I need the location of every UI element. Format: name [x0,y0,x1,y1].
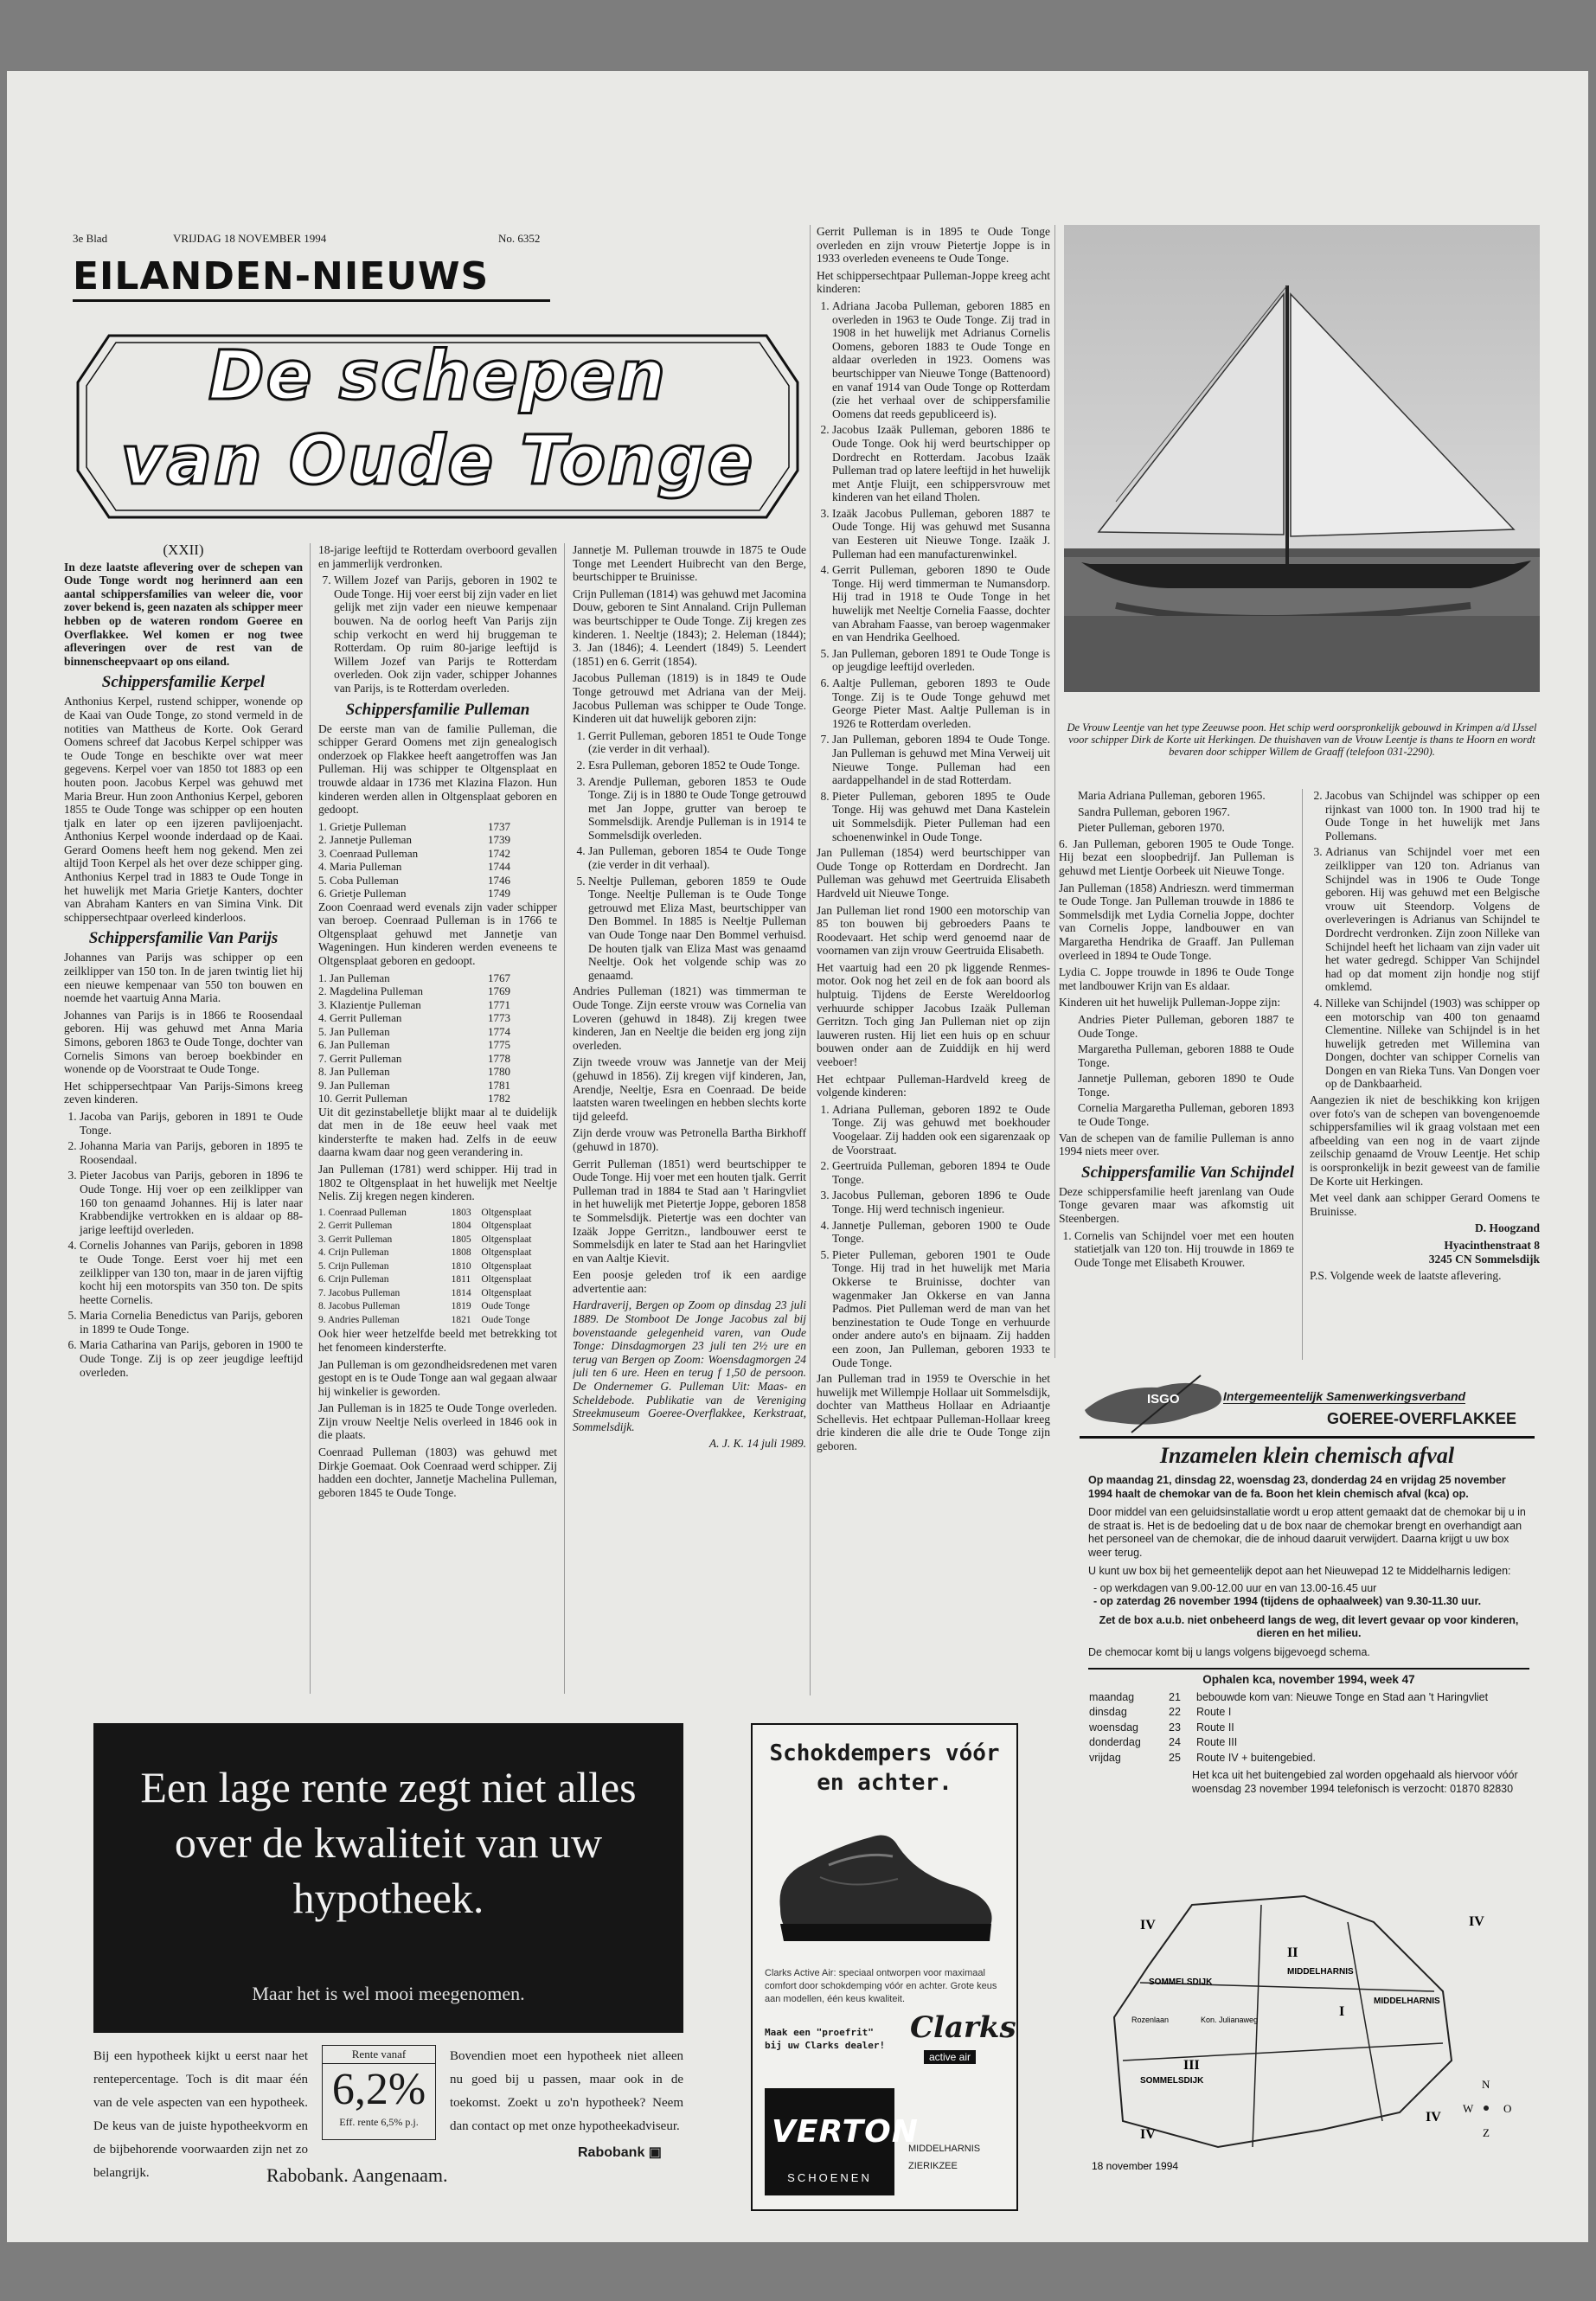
table-row [318,984,557,998]
cell-place: Oude Tonge [481,1314,530,1325]
paragraph: 6. Jan Pulleman, geboren 1905 te Oude Tonge. Hij bezat een sloopbedrijf. Jan Pulleman is gehuwd met Lientje Oorbeek uit Nieuwe Tonge. [1059,836,1294,877]
route-map [1088,1888,1529,2173]
compass-w: W [1463,2102,1474,2115]
schedule-table [1088,1690,1529,1766]
table-row [318,1314,557,1328]
cell-year: 1773 [488,1011,510,1025]
table-row [1088,1705,1529,1721]
paragraph: Uit dit gezinstabelletje blijkt maar al te duidelijk dat men in de 18e eeuw heel vaak met kindersterfte te maken had. Zelfs in de eeuw daarna kwam daar nog geen verandering in. [318,1105,557,1159]
compass-n: N [1482,2078,1490,2091]
rabobank-logo [578,2144,662,2161]
paragraph: Een poosje geleden trof ik een aardige advertentie aan: [573,1268,806,1295]
cell-place: Oltgensplaat [481,1234,532,1245]
table-row [318,1011,557,1025]
list-item: 5. Neeltje Pulleman, geboren 1859 te Oude Tonge. Neeltje Pulleman is te Oude Tonge getrouwd met Eliza Mast, beurtschipper van Den Bommel. In 1885 is Neeltje Pulleman van Oude Tonge naar Den Bommel verhuisd. De houten tjalk van Eliza Mast was genaamd Neeltje. Ook het volgende schip was zo genaamd. [588,875,806,983]
table-row [318,847,557,861]
author-address-2: 3245 CN Sommelsdijk [1428,1252,1540,1266]
table-row [318,887,557,901]
column-5 [1059,789,1294,1360]
cell-name: 1. Jan Pulleman [318,971,390,984]
children-table-1 [318,820,557,901]
cell-name: 5. Coba Pulleman [318,873,399,887]
children-table-3 [318,1207,557,1328]
cell-route: Route IV + buitengebied. [1196,1751,1316,1764]
cell-name: 4. Crijn Pulleman [318,1247,389,1259]
cell-year: 1803 [451,1207,471,1218]
dealer-name: VERTON [772,2114,919,2150]
cell-year: 1780 [488,1065,510,1079]
region-name: GOEREE-OVERFLAKKEE [1327,1410,1517,1427]
table-row [318,1247,557,1260]
route-label: II [1287,1945,1298,1960]
table-row [318,1273,557,1287]
table-row [318,820,557,834]
cell-year: 1819 [451,1301,471,1312]
list-item: 2. Johanna Maria van Parijs, geboren in 1895 te Roosendaal. [80,1139,303,1166]
cell-year: 1767 [488,971,510,984]
table-row [318,1234,557,1247]
column-rule [564,543,565,1694]
ad-description: Clarks Active Air: speciaal ontworpen voor maximaal comfort door schokdemping vóór en achter. Grote keus aan modellen, één keus kwaliteit. [765,1968,997,2004]
table-row [318,1287,557,1301]
list-item: 7. Willem Jozef van Parijs, geboren in 1902 te Oude Tonge. Hij voer eerst bij zijn vader en liet gelijk met zijn vader een nieuwe kempenaar bouwen. Na de oorlog heeft Van Parijs zijn schip verkocht en werd hij bruggeman te Rotterdam. Op ruim 80-jarige leeftijd is Willem Jozef van Parijs te Rotterdam overleden. Ook zijn vader, schipper Johannes van Parijs, is te Rotterdam overleden. [334,574,557,695]
cell-name: 9. Jan Pulleman [318,1078,390,1092]
children-table-2 [318,971,557,1106]
paragraph: Lydia C. Joppe trouwde in 1896 te Oude Tonge met landbouwer Krijn van Es aldaar. [1059,965,1294,992]
route-label: IV [1140,2127,1156,2142]
list-item: 1. Cornelis van Schijndel voer met een houten statietjalk van 120 ton. Hij trouwde in 1869 te Oude Tonge met Elisabeth Krouwer. [1074,1229,1294,1270]
sailing-ship-photo [1064,225,1540,692]
column-4 [817,225,1050,1695]
subheading-schijndel: Schippersfamilie Van Schijndel [1081,1163,1294,1182]
clarks-logo: Clarks [910,2010,1016,2045]
cell-day: dinsdag [1089,1706,1127,1718]
notice-warning: Zet de box a.u.b. niet onbeheerd langs de weg, dit levert gevaar op voor kinderen, dieren en het milieu. [1099,1613,1519,1639]
cell-year: 1814 [451,1287,471,1298]
list-item: 6. Aaltje Pulleman, geboren 1893 te Oude Tonge. Zij is te Oude Tonge gehuwd met George Pieter Mast. Aaltje Pulleman is in 1926 te Rotterdam overleden. [832,676,1050,730]
list-item: 5. Maria Cornelia Benedictus van Parijs, geboren in 1899 te Oude Tonge. [80,1309,303,1336]
title-line-1: De schepen [208,337,668,415]
column-rule [810,225,811,1695]
route-label: IV [1469,1914,1484,1929]
map-street: Kon. Julianaweg [1201,2016,1259,2024]
notice-paragraph: Door middel van een geluidsinstallatie wordt u erop attent gemaakt dat de chemokar bij u in de straat is. Het is de bedoeling dat u de box naar de chemokar brengt en overhandigt aan het personeel van de chemokar, die de inhoud daaruit verwijdert. Daarna krijgt u uw box weer terug. [1088,1506,1526,1559]
cell-year: 1742 [488,846,510,860]
compass-s: Z [1483,2126,1490,2139]
parijs-children-list [64,1110,303,1379]
ad-text: Bij een hypotheek kijkt u eerst naar het rentepercentage. Toch is dit maar één van de vele aspecten van een hypotheek. [93,2049,308,2110]
cell-date: 24 [1169,1736,1181,1748]
cell-name: 6. Crijn Pulleman [318,1274,389,1285]
cell-name: 3. Gerrit Pulleman [318,1234,393,1245]
list-item: 6. Maria Catharina van Parijs, geboren in 1900 te Oude Tonge. Zij is op zeer jeugdige leeftijd overleden. [80,1338,303,1379]
cell-name: 3. Coenraad Pulleman [318,846,419,860]
rate-value: 6,2% [331,2065,426,2114]
table-row [1088,1721,1529,1736]
parijs-children-list-cont [318,574,557,695]
rate-effective: Eff. rente 6,5% p.j. [339,2116,419,2128]
subheading-parijs: Schippersfamilie Van Parijs [88,929,279,948]
cell-day: vrijdag [1089,1751,1121,1764]
cell-name: 5. Jan Pulleman [318,1024,390,1038]
list-item: 4. Jannetje Pulleman, geboren 1900 te Oude Tonge. [832,1219,1050,1246]
cell-day: woensdag [1089,1721,1138,1734]
paragraph: Van de schepen van de familie Pulleman is anno 1994 niets meer over. [1059,1131,1294,1158]
list-item: 1. Jacoba van Parijs, geboren in 1891 te Oude Tonge. [80,1110,303,1137]
newspaper-page [7,71,1588,2242]
cell-name: 8. Jacobus Pulleman [318,1301,401,1312]
dealer-places [908,2140,980,2175]
cell-place: Oltgensplaat [481,1247,532,1259]
list-item: 2. Jacobus van Schijndel was schipper op een rijnkast van 1000 ton. In 1900 trad hij te Oude Tonge in het huwelijk met Jans Pollemans. [1325,789,1540,843]
list-item: Jannetje Pulleman, geboren 1890 te Oude Tonge. [1078,1072,1294,1099]
cell-year: 1771 [488,997,510,1011]
column-rule [1054,225,1055,1358]
cell-year: 1739 [488,833,510,847]
notice-intro: Op maandag 21, dinsdag 22, woensdag 23, donderdag 24 en vrijdag 25 november 1994 haalt de chemokar van de fa. Boon het klein chemisch afval (kca) op. [1088,1474,1506,1500]
paragraph: Andries Pulleman (1821) was timmerman te Oude Tonge. Zijn eerste vrouw was Cornelia van Loveren (gehuwd in 1848). Zij kregen twee kinderen, Jan en Neeltje die beiden erg jong zijn overleden. [573,984,806,1052]
table-row [1088,1735,1529,1751]
dealer-place: ZIERIKZEE [908,2161,958,2171]
map-date: 18 november 1994 [1092,2160,1179,2172]
rate-box [322,2045,436,2140]
cell-date: 25 [1169,1751,1181,1764]
paragraph: Zijn derde vrouw was Petronella Bartha Birkhoff (gehuwd in 1870). [573,1126,806,1153]
rabobank-icon: ▣ [648,2145,662,2160]
clarks-shoe-ad [751,1723,1018,2211]
shoe-image [768,1811,1002,1950]
quoted-advertisement: Hardraverij, Bergen op Zoom op dinsdag 23 juli 1889. De Stomboot De Jonge Jacobus zal bij bovenstaande gelegenheid varen, van Oude Tonge: Dinsdagmorgen 23 juli ten 2½ ure en terug van Bergen op Zoom: Woensdagmorgen 24 juli ten 6 ure. Heen en terug f 1,50 de persoon. De Ondernemer G. Pulleman Uit: Maas- en Scheldebode. Publikatie van de Vereniging Streekmuseum Goeree-Overflakkee, Kerkstraat, Sommelsdijk. [573,1298,806,1433]
cell-year: 1811 [451,1274,471,1285]
paragraph: Jan Pulleman (1858) Andrieszn. werd timmerman te Oude Tonge. Jan Pulleman trouwde in 1886 te Sommelsdijk met Lydia Cornelia Joppe, dochter van Cornelis Joppe, landbouwer en van Margaretha Hendrika de Graaff. Jan Pulleman overleed in 1894 te Oude Tonge. [1059,881,1294,962]
list-item: Cornelia Margaretha Pulleman, geboren 1893 te Oude Tonge. [1078,1101,1294,1129]
list-item: Maria Adriana Pulleman, geboren 1965. [1078,789,1266,802]
paragraph: Gerrit Pulleman is in 1895 te Oude Tonge overleden en zijn vrouw Pietertje Joppe is in 1933 overleden eveneens te Oude Tonge. [817,225,1050,266]
ad-tagline: Maar het is wel mooi meegenomen. [252,1983,525,2004]
paragraph: Anthonius Kerpel, rustend schipper, wonende op de Kaai van Oude Tonge, zo stond vermeld in de notities van Mattheus de Korte. Ook Gerard Oomens schreef dat Jacobus Kerpel schipper was te Oude Tonge en beschikte over wat meer gegevens. Kerpel voer van 1850 tot 1883 op een houten poon. Jacobus Kerpel was gehuwd met Maria Breur. Hun zoon Anthonius Kerpel, geboren 1855 te Oude Tonge was schipper op een houten tjalk en later op een ijzeren pavlijoenjacht. Anthonius Kerpel woonde inderdaad op de Kaai. Gerard Oomens heeft hem nog gekend. Men zei altijd Toon Kerpel als het over deze schipper ging. Anthonius Kerpel trad in 1883 te Oude Tonge in het huwelijk met Maria Grietje Kanters, dochter van Abraham Kanters en van Simina Vink. Dit schippersechtpaar overleed kinderloos. [64,695,303,924]
notice-title: Inzamelen klein chemisch afval [1159,1443,1455,1468]
cell-year: 1775 [488,1038,510,1052]
cell-name: 2. Magdelina Pulleman [318,984,423,998]
route-label: IV [1140,1918,1156,1932]
paragraph: Crijn Pulleman (1814) was gehuwd met Jacomina Douw, geboren te Sint Annaland. Crijn Pulleman was beurtschipper te Oude Tonge. Zij kregen zes kinderen. 1. Neeltje (1843); 2. Heleman (1844); 3. Jan (1846); 4. Leendert (1849) 5. Leendert (1851) en 6. Gerrit (1854). [573,586,806,668]
list-item: 4. Nilleke van Schijndel (1903) was schipper op een motorschip van 400 ton genaamd Clementine. Nilleke van Schijndel is in het huwelijk getreden met Willemina van Dongen, dochter van schipper Cornelis van Dongen en van Rieka Tuns. Van Dongen voer op de Dankbaarheid. [1325,997,1540,1091]
table-row [318,860,557,874]
cell-year: 1782 [488,1092,510,1106]
cell-year: 1821 [451,1314,471,1325]
paragraph: De eerste man van de familie Pulleman, die schipper Gerard Oomens met zijn genealogisch onderzoek op Flakkee heeft aangetroffen was Jan Pulleman. Hij was schipper te Oltgensplaat en trouwde aldaar in 1736 met Klazina Flazon. Hun kinderen werden allen in Oltgensplaat geboren en gedoopt. [318,721,557,817]
rabobank-ad-banner [93,1723,683,2033]
column-rule [1302,789,1303,1360]
map-place: MIDDELHARNIS [1374,1997,1440,2006]
author-address-1: Hyacinthenstraat 8 [1444,1239,1540,1252]
gerrit-children-list [817,299,1050,843]
cell-day: donderdag [1089,1736,1141,1748]
paragraph: Johannes van Parijs is in 1866 te Roosendaal geboren. Hij was gehuwd met Anna Maria Simons, geboren 1863 te Oude Tonge, dochter van Cornelis Simons van beroep boekbinder en wonende op de Voorstraat te Oude Tonge. [64,1008,303,1076]
rabobank-ad-body [93,2033,683,2206]
paragraph: Jan Pulleman (1781) werd schipper. Hij trad in 1802 te Oltgensplaat in het huwelijk met Neeltje Nelis. Zij kregen negen kinderen. [318,1163,557,1203]
cell-day: maandag [1089,1690,1135,1703]
paragraph: Jan Pulleman is in 1825 te Oude Tonge overleden. Zijn vrouw Neeltje Nelis overleed in 1846 ook in die plaats. [318,1401,557,1442]
paragraph: Jacobus Pulleman (1819) is in 1849 te Oude Tonge getrouwd met Adriana van der Meij. Jacobus Pulleman was schipper te Oude Tonge. Kinderen uit dat huwelijk geboren zijn: [573,671,806,726]
chemical-waste-notice [1080,1368,1535,2190]
list-item: 8. Pieter Pulleman, geboren 1895 te Oude Tonge. Hij was gehuwd met Dana Kastelein uit Sommelsdijk. Pieter Pulleman had een schoenenwinkel in Oude Tonge. [832,790,1050,843]
route-label: III [1183,2058,1200,2073]
map-street: Rozenlaan [1131,2016,1170,2024]
cell-year: 1746 [488,873,510,887]
paragraph: Het schippersechtpaar Pulleman-Joppe kreeg acht kinderen: [817,268,1050,296]
cell-name: 8. Jan Pulleman [318,1065,390,1079]
list-item: 3. Adrianus van Schijndel voer met een zeilklipper van 120 ton. Adrianus van Schijndel was in 1906 te Oude Tonge geboren. Hij was gehuwd met een Belgische vrouw uit Steendorp. Volgens de overleveringen is Adrianus van Schijndel te Dordrecht verdronken. Zijn zoon Nilleke van Schijndel heeft het lichaam van zijn vader uit het water gedregd. Schipper Van Schijndel had op dat moment zijn hondje nog stijf omklemd. [1325,845,1540,994]
paragraph: Kinderen uit het huwelijk Pulleman-Joppe zijn: [1059,996,1281,1009]
list-item: 1. Adriana Pulleman, geboren 1892 te Oude Tonge. Zij was gehuwd met boekhouder Voogelaar. Zij hadden ook een sigarenzaak op de Voorstraat. [832,1103,1050,1157]
paragraph: Het schippersechtpaar Van Parijs-Simons kreeg zeven kinderen. [64,1079,303,1106]
cell-year: 1778 [488,1051,510,1065]
paragraph: Jannetje M. Pulleman trouwde in 1875 te Oude Tonge met Leendert Huibrecht van den Berge, beurtschipper te Bruinisse. [573,543,806,584]
map-place: MIDDELHARNIS [1287,1967,1354,1977]
list-item: 5. Pieter Pulleman, geboren 1901 te Oude Tonge. Hij trad in het huwelijk met Maria Okkerse te Bruinisse, dochter van wagenmaker Jan Okkerse en van Janna Padmos. Piet Pulleman werd de man van het benzinestation te Oude Tonge en verhuurde onder andere auto's en bijnaam. Zij hadden een zoon, Jan Pulleman, geboren 1933 te Oude Tonge. [832,1248,1050,1369]
table-row [318,1052,557,1066]
cell-year: 1810 [451,1260,471,1272]
subheading-kerpel: Schippersfamilie Kerpel [101,673,266,692]
list-item: 1. Adriana Jacoba Pulleman, geboren 1885 en overleden in 1963 te Oude Tonge. Zij trad in 1908 in het huwelijk met Adrianus Cornelis Oomens, geboren 1883 te Oude Tonge en aldaar overleden in 1923. Oomens was beurtschipper van Nieuwe Tonge (Battenoord) en vanaf 1914 van Oude Tonge op Rotterdam (zie het verhaal over de schippersfamilie Oomens dat reeds gepubliceerd is). [832,299,1050,420]
article-title-box [74,330,801,522]
cell-place: Oltgensplaat [481,1287,532,1298]
paragraph: Jan Pulleman (1854) werd beurtschipper van Oude Tonge op Rotterdam en Dordrecht. Jan Pulleman was gehuwd met Geertruida Elisabeth Hardveld uit Nieuwe Tonge. [817,846,1050,900]
ad-headline: Schokdempers vóór en achter. [769,1740,1000,1796]
notice-note: De chemocar komt bij u langs volgens bijgevoegd schema. [1088,1645,1370,1658]
table-row [318,1300,557,1314]
cell-name: 6. Jan Pulleman [318,1038,390,1052]
title-line-2: van Oude Tonge [120,422,755,500]
table-row [1088,1690,1529,1706]
bullet-item: - op zaterdag 26 november 1994 (tijdens de ophaalweek) van 9.30-11.30 uur. [1093,1595,1482,1607]
cell-place: Oltgensplaat [481,1207,532,1218]
paragraph: Het echtpaar Pulleman-Hardveld kreeg de volgende kinderen: [817,1072,1050,1099]
list-item: 2. Esra Pulleman, geboren 1852 te Oude Tonge. [588,759,806,772]
list-item: 7. Jan Pulleman, geboren 1894 te Oude Tonge. Jan Pulleman is gehuwd met Mina Verweij uit Nieuwe Tonge. Pulleman had een aardappelhandel in de stad Rotterdam. [832,733,1050,786]
map-place: SOMMELSDIJK [1140,2076,1204,2086]
paragraph: 18-jarige leeftijd te Rotterdam overboord gevallen en jammerlijk verdronken. [318,543,557,570]
cell-year: 1769 [488,984,510,998]
masthead-rule [73,299,550,302]
logo-letters: ISGO [1147,1392,1180,1407]
cell-name: 6. Grietje Pulleman [318,887,407,901]
table-row [318,1038,557,1052]
ad-headline: Een lage rente zegt niet alles over de kwaliteit van uw hypotheek. [140,1763,637,1922]
cell-name: 5. Crijn Pulleman [318,1260,389,1272]
cell-name: 10. Gerrit Pulleman [318,1092,407,1106]
list-item: 5. Jan Pulleman, geboren 1891 te Oude Tonge is op jeugdige leeftijd overleden. [832,647,1050,674]
issue-date: VRIJDAG 18 NOVEMBER 1994 [173,232,327,245]
cell-name: 7. Gerrit Pulleman [318,1051,402,1065]
cell-name: 4. Maria Pulleman [318,860,402,874]
bullet-item: - op werkdagen van 9.00-12.00 uur en van 13.00-16.45 uur [1093,1581,1377,1594]
list-item: 3. Pieter Jacobus van Parijs, geboren in 1896 te Oude Tonge. Hij voer op een zeilklipper van 160 ton genaamd Johannes. Hij is later naar Krabbendijke vertrokken en is aldaar op 88-jarige leeftijd overleden. [80,1169,303,1236]
cell-year: 1737 [488,819,510,833]
paragraph: Jan Pulleman trad in 1959 te Overschie in het huwelijk met Willempje Hollaar uit Sommelsdijk, dochter van Mattheus Hollaar en Adriaantje Schellevis. Het echtpaar Pulleman-Hollaar kreeg drie kinderen die alle drie te Oude Tonge zijn geboren. [817,1372,1050,1453]
cell-name: 9. Andries Pulleman [318,1314,400,1325]
photo-caption: De Vrouw Leentje van het type Zeeuwse poon. Het schip werd oorspronkelijk gebouwd in Krimpen a/d IJssel voor schipper Dirk de Korte uit Herkingen. De thuishaven van de Vrouw Leentje is thans te Hoorn en wordt bevaren door schipper Willem de Graaff (telefoon 031-2290). [1067,721,1537,758]
paragraph: Zijn tweede vrouw was Jannetje van der Meij (gehuwd in 1856). Zij kregen vijf kinderen, Jan, Arendje, Neeltje, Esra en Coenraad. De beide laatsten waren tweelingen en hebben slechts korte tijd geleefd. [573,1055,806,1123]
cell-year: 1804 [451,1221,471,1232]
cell-date: 21 [1169,1690,1181,1703]
author-name: D. Hoogzand [1474,1221,1540,1235]
route-label: I [1339,2004,1345,2019]
bullet-text: op zaterdag 26 november 1994 (tijdens de ophaalweek) van 9.30-11.30 uur. [1099,1595,1482,1607]
list-item: 3. Arendje Pulleman, geboren 1853 te Oude Tonge. Zij is in 1880 te Oude Tonge getrouwd met Jan Joppe, grutter van beroep te Sommelsdijk. Arendje Pulleman is in 1914 te Sommelsdijk overleden. [588,775,806,843]
list-item: Pieter Pulleman, geboren 1970. [1078,821,1225,835]
paragraph: Ook hier weer hetzelfde beeld met betrekking tot het fenomeen kindersterfte. [318,1327,557,1354]
postscript: P.S. Volgende week de laatste aflevering. [1310,1269,1502,1283]
cell-route: bebouwde kom van: Nieuwe Tonge en Stad aan 't Haringvliet [1196,1690,1489,1703]
cell-place: Oltgensplaat [481,1260,532,1272]
table-row [318,1220,557,1234]
cell-year: 1774 [488,1024,510,1038]
list-item: 2. Geertruida Pulleman, geboren 1894 te Oude Tonge. [832,1159,1050,1186]
paragraph: Het vaartuig had een 20 pk liggende Renmes-motor. Ook nog het zeil en de fok aan boord als hulptuig. Tijdens de Eerste Wereldoorlog verhuurde schipper Jacobus Izaäk Pulleman Gerritzn. Toch ging Jan Pulleman niet op zijn lauweren rusten. Hij liet een huis op en schuur bouwen onder aan de Zuiddijk en hij werd veeboer! [817,960,1050,1069]
paragraph: Zoon Coenraad werd evenals zijn vader schipper van beroep. Coenraad Pulleman is in 1766 te Oltgensplaat gehuwd met Jannetje van Wageningen. Hun kinderen werden eveneens te Oltgensplaat geboren en gedoopt. [318,900,557,968]
bullet-text: op werkdagen van 9.00-12.00 uur en van 13.00-16.45 uur [1099,1581,1377,1594]
table-row [318,998,557,1012]
list-item: Sandra Pulleman, geboren 1967. [1078,804,1230,818]
table-row [318,971,557,985]
notice-paragraph: U kunt uw box bij het gemeentelijk depot aan het Nieuwepad 12 te Middelharnis ledigen: [1088,1565,1511,1577]
page-number: 3e Blad [73,232,108,245]
ad-cta: Maak een "proefrit" bij uw Clarks dealer! [765,2027,886,2051]
table-row [318,833,557,847]
dealer-sub: SCHOENEN [787,2171,872,2184]
column-rule [310,543,311,1694]
ad-slogan: Rabobank. Aangenaam. [266,2164,448,2186]
map-place: SOMMELSDIJK [1149,1977,1213,1987]
table-row [1088,1751,1529,1766]
divider [1080,1436,1535,1439]
table-row [318,1092,557,1106]
active-air-badge: active air [924,2050,976,2064]
paragraph: Aangezien ik niet de beschikking kon krijgen over foto's van de schepen van bovengenoemde schippersfamilies wil ik graag volstaan met een afbeelding van een nog in de vaart zijnde zeilschip genaamd de Vrouw Leentje. Het schip is oorspronkelijk in bezit geweest van de familie De Korte uit Herkingen. [1310,1093,1540,1188]
list-item: 1. Gerrit Pulleman, geboren 1851 te Oude Tonge (zie verder in dit verhaal). [588,729,806,756]
cell-name: 3. Klazientje Pulleman [318,997,421,1011]
cell-date: 22 [1169,1706,1181,1718]
column-3 [573,543,806,1694]
paragraph: Deze schippersfamilie heeft jarenlang van Oude Tonge gevaren maar was afkomstig uit Steenbergen. [1059,1184,1294,1226]
schedule-note: Het kca uit het buitengebied zal worden opgehaald als hiervoor vóór woensdag 23 november 1994 telefonisch is verzocht: 01870 82830 [1192,1769,1518,1795]
list-item: Margaretha Pulleman, geboren 1888 te Oude Tonge. [1078,1042,1294,1069]
cell-year: 1781 [488,1078,510,1092]
divider [1088,1668,1529,1670]
paragraph: Johannes van Parijs was schipper op een zeilklipper van 150 ton. In de jaren twintig liet hij een nieuwe kempenaar van 550 ton bouwen en noemde het vaartuig Anna Maria. [64,951,303,1005]
ad-text: De keus van de juiste hypotheekvorm en de bijbehorende voorwaarden zijn net zo belangrijk. [93,2119,308,2180]
grandchildren-list [1059,789,1294,835]
cell-place: Oltgensplaat [481,1274,532,1285]
logo-text: Rabobank [578,2145,645,2160]
ad-text: Bovendien moet een hypotheek niet alleen nu goed bij u passen, maar ook in de toekomst. [450,2049,683,2110]
table-row [318,1079,557,1093]
table-row [318,1065,557,1079]
lead-paragraph: In deze laatste aflevering over de schepen van Oude Tonge wordt nog herinnerd aan een aantal schippersfamilies van weleer die, voor zover bekend is, geen nazaten als schipper meer hebben op de wateren rondom Goeree en Overflakkee. Wel komen er nog twee afleveringen over de rest van de binnenscheepvaart op ons eiland. [64,560,303,668]
ad-body-right [450,2045,683,2138]
column-2 [318,543,557,1694]
list-item: 4. Jan Pulleman, geboren 1854 te Oude Tonge (zie verder in dit verhaal). [588,844,806,871]
notice-body [1088,1474,1529,1796]
paragraph: Jan Pulleman liet rond 1900 een motorschip van 85 ton bouwen bij gebroeders Paans te Roodevaart. Het schip werd genoemd naar de voornamen van zijn vrouw Geertruida Elisabeth. [817,903,1050,958]
cell-place: Oltgensplaat [481,1221,532,1232]
cell-place: Oude Tonge [481,1301,530,1312]
subheading-pulleman: Schippersfamilie Pulleman [345,700,530,719]
cell-name: 2. Gerrit Pulleman [318,1221,393,1232]
column-1 [64,543,303,1694]
issue-number: No. 6352 [498,232,541,245]
rate-label: Rente vanaf [323,2046,435,2064]
list-item: 3. Izaäk Jacobus Pulleman, geboren 1887 te Oude Tonge. Hij was gehuwd met Susanna van Eesteren uit Nieuwe Tonge. Izaäk J. Pulleman had een manufacturenwinkel. [832,507,1050,561]
cell-name: 1. Grietje Pulleman [318,819,407,833]
hardveld-children-list [817,1103,1050,1369]
dealer-place: MIDDELHARNIS [908,2144,981,2154]
schedule-title: Ophalen kca, november 1994, week 47 [1202,1673,1415,1686]
cell-name: 1. Coenraad Pulleman [318,1207,407,1218]
schijndel-list [1059,1229,1294,1270]
cell-route: Route II [1196,1721,1234,1734]
table-row [318,1260,557,1274]
cell-route: Route I [1196,1706,1232,1718]
ad-text: Zoekt u zo'n hypotheek? Neem dan contact op met onze hypotheekadviseur. [450,2096,683,2133]
jacobus-children-list [573,729,806,983]
cell-route: Route III [1196,1736,1238,1748]
list-item: 2. Jacobus Izaäk Pulleman, geboren 1886 te Oude Tonge. Ook hij werd beurtschipper op Dordrecht en Rotterdam. Jacobus Izaäk Pulleman trad op latere leeftijd in het huwelijk met Antje Fluijt, een schippersvrouw met kinderen van het eiland Tholen. [832,423,1050,504]
paragraph: Coenraad Pulleman (1803) was gehuwd met Dirkje Goemaat. Ook Coenraad werd schipper. Zij hadden een dochter, Jannetje Machelina Pulleman, geboren 1845 te Oude Tonge. [318,1445,557,1499]
table-row [318,874,557,888]
compass-e: O [1503,2102,1512,2115]
cell-year: 1749 [488,887,510,901]
paragraph: Jan Pulleman is om gezondheidsredenen met varen gestopt en is te Oude Tonge aan wal gegaan alwaar hij winkelier is geworden. [318,1357,557,1398]
column-6 [1310,789,1540,1360]
route-label: IV [1426,2110,1441,2125]
cell-name: 2. Jannetje Pulleman [318,833,412,847]
list-item: 3. Jacobus Pulleman, geboren 1896 te Oude Tonge. Hij werd technisch ingenieur. [832,1189,1050,1215]
paragraph: Met veel dank aan schipper Gerard Oomens te Bruinisse. [1310,1191,1540,1218]
cell-year: 1808 [451,1247,471,1259]
part-number: (XXII) [163,543,204,558]
paragraph: Gerrit Pulleman (1851) werd beurtschipper te Oude Tonge. Hij voer met een houten tjalk. Gerrit Pulleman trad in 1884 te Stad aan 't Haringvliet in het huwelijk met Pietertje Joppe, geboren 1858 te Sommelsdijk. Pietertje was een dochter van Izaäk Joppe Gerritzn., landbouwer eerst te Sommelsdijk en later te Stad aan het Haringvliet en van Aaltje Kievit. [573,1157,806,1265]
list-item: 4. Gerrit Pulleman, geboren 1890 te Oude Tonge. Hij werd timmerman te Numansdorp. Hij trad in 1918 te Oude Tonge in het huwelijk met Neeltje Cornelia Faasse, dochter van Abraham Faasse, van beroep wagenmaker en van Hendrika Geelhoed. [832,563,1050,644]
org-name: Intergemeentelijk Samenwerkingsverband [1223,1389,1466,1403]
cell-name: 7. Jacobus Pulleman [318,1287,401,1298]
cell-year: 1805 [451,1234,471,1245]
schijndel-list-cont [1310,789,1540,1091]
advertisement-signature: A. J. K. 14 juli 1989. [708,1437,806,1451]
table-row [318,1025,557,1039]
cell-date: 23 [1169,1721,1181,1734]
cell-year: 1744 [488,860,510,874]
list-item: Andries Pieter Pulleman, geboren 1887 te Oude Tonge. [1078,1012,1294,1040]
masthead: EILANDEN-NIEUWS [73,256,490,298]
list-item: 4. Cornelis Johannes van Parijs, geboren in 1898 te Oude Tonge. Eerst voer hij met een zeilklipper van 130 ton, maar in de jaren vijftig kocht hij een motorspits van 350 ton. De spits heette Cornelis. [80,1239,303,1306]
verton-logo [765,2088,919,2195]
cell-name: 4. Gerrit Pulleman [318,1011,402,1025]
table-row [318,1207,557,1221]
joppe-children-list [1059,1013,1294,1129]
